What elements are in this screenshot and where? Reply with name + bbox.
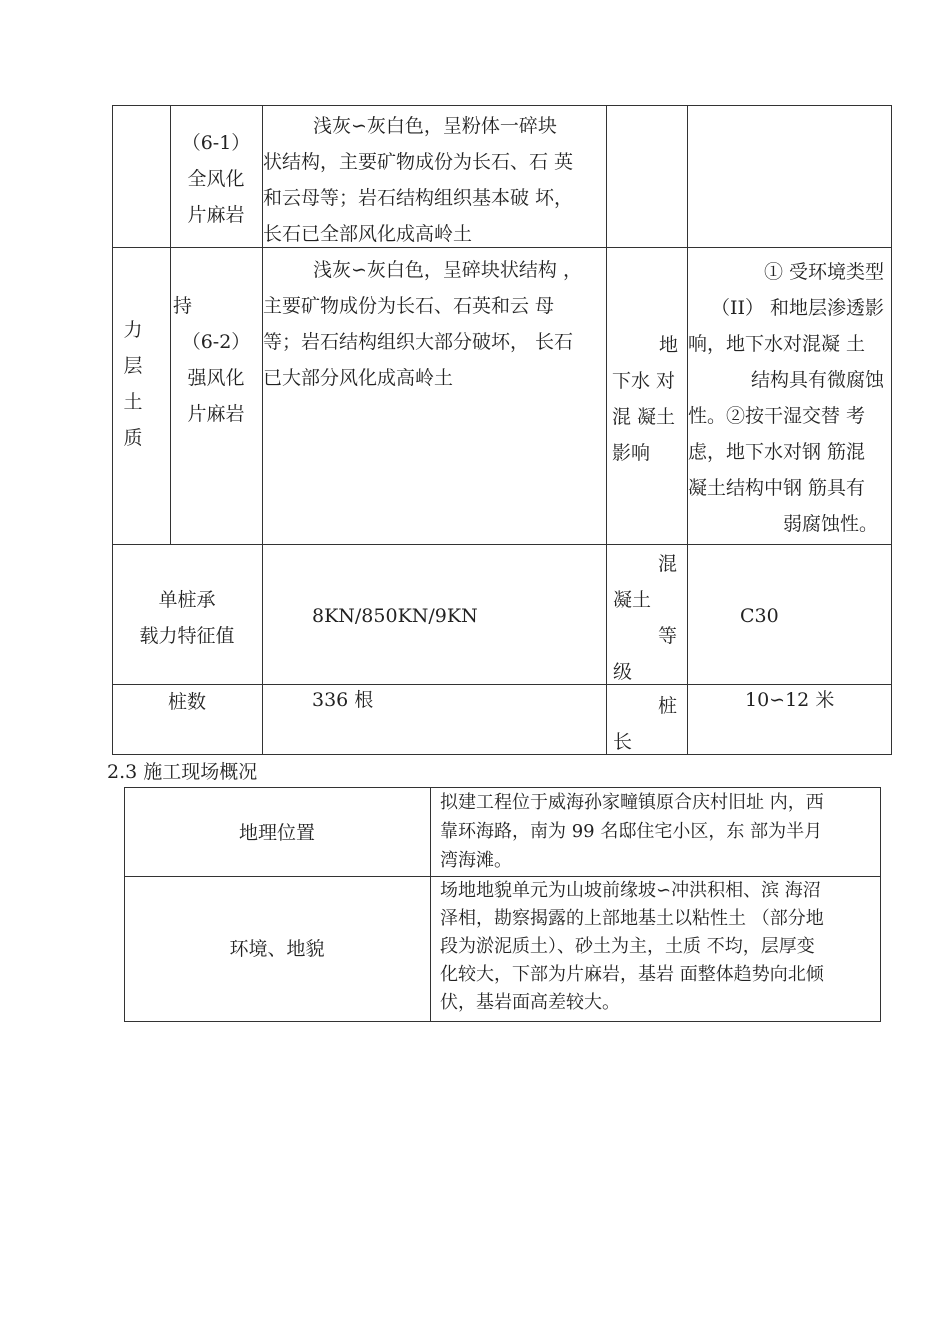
row62-description: 浅灰∽灰白色，呈碎块状结构 ， 主要矿物成份为长石、石英和云 母 等；岩石结构组织大部分破坏， 长石 已大部分风化成高岭土 <box>263 259 582 389</box>
section-heading: 2.3 施工现场概况 <box>107 761 258 783</box>
groundwater-text: ① 受环境类型 （II） 和地层渗透影 响，地下水对混凝 土 结构具有微腐蚀 性。②按干湿交替 考 虑，地下水对钢 筋混 凝土结构中钢 筋具有 弱腐蚀性。 <box>688 261 884 535</box>
piles-value: 336 根 <box>312 689 374 711</box>
environment-label: 环境、地貌 <box>229 938 325 960</box>
environment-text: 场地地貌单元为山坡前缘坡∽冲洪积相、滨 海沼 泽相，勘察揭露的上部地基土以粘性土 （部分地 段为淤泥质土）、砂土为主，土质 不均，层厚变 化较大，下部为片麻岩，基岩 面整体趋势向北倾 伏，基岩面高差较大。 <box>440 880 824 1013</box>
row61-description: 浅灰∽灰白色，呈粉体一碎块 状结构，主要矿物成份为长石、石 英 和云母等；岩石结构组织基本破 坏， 长石已全部风化成高岭土 <box>263 115 574 245</box>
row61-name: （6-1） 全风化 片麻岩 <box>181 132 251 226</box>
capacity-value: 8KN/850KN/9KN <box>312 605 478 627</box>
grade-value: C30 <box>740 605 779 627</box>
piles-label: 桩数 <box>167 691 206 713</box>
row62-name: 持 （6-2） 强风化 片麻岩 <box>173 295 251 425</box>
layer-label: 力 层 土 质 <box>123 319 143 449</box>
location-text: 拟建工程位于威海孙家疃镇原合庆村旧址 内，西 靠环海路，南为 99 名邸住宅小区，东 部为半月 湾海滩。 <box>440 792 824 871</box>
grade-label: 混 凝土 等 级 <box>613 553 677 683</box>
capacity-label: 单桩承 载力特征值 <box>139 589 235 647</box>
location-label: 地理位置 <box>238 822 315 844</box>
length-label: 桩 长 <box>613 695 677 753</box>
length-value: 10∽12 米 <box>745 689 835 711</box>
groundwater-label: 地 下水 对 混 凝土 影响 <box>612 334 678 464</box>
